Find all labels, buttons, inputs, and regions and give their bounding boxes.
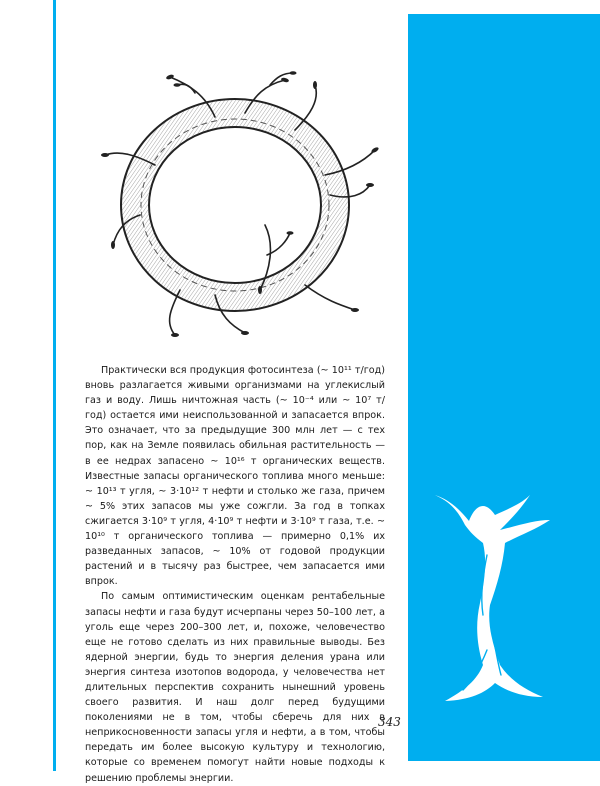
white-tree-silhouette [425, 485, 560, 705]
left-accent-rule [53, 0, 56, 771]
page-number: 343 [378, 715, 401, 729]
paragraph-photosynthesis: Практически вся продукция фотосинтеза (~ 10¹¹ т/год) вновь разлагается живыми организмами на углекислый газ и воду. Лишь ничтожная часть (~ 10⁻⁴ или ~ 10⁷ т/год) остается ими неиспользованной и запасается впрок. Это означает, что за предыдущие 300 млн лет — с тех пор, как на Земле появилась обильная растительность — в ее недрах запасено ~ 10¹⁶ т органических веществ. Известные запасы органического топлива много меньше: ~ 10¹³ т угля, ~ 3·10¹² т нефти и столько же газа, причем ~ 5% этих запасов мы уже сожгли. За год в топках сжигается 3·10⁹ т угля, 4·10⁹ т нефти и 3·10⁹ т газа, т.е. ~ 10¹⁰ т органического топлива — примерно 0,1% их разведанных запасов, ~ 10% от годовой продукции растений и в тысячу раз быстрее, чем запасается ими впрок. [85, 365, 385, 588]
paragraph-energy-reserves: По самым оптимистическим оценкам рентабельные запасы нефти и газа будут исчерпаны через 50–100 лет, а уголь еще через 200–300 лет, и, похоже, человечество еще не готово сделать из них правильные выводы. Без ядерной энергии, будь то энергия деления урана или энергия синтеза изотопов водорода, у человечества нет длительных перспектив сохранить нынешний уровень своего развития. И наш долг перед будущими поколениями не в том, чтобы сберечь для них в неприкосновенности запасы угля и нефти, а в том, чтобы передать им более высокую культуру и технологию, которые со временем помогут найти новые подходы к решению проблемы энергии. [85, 591, 385, 784]
main-text-block [85, 363, 385, 786]
branch-wreath-illustration [95, 55, 385, 345]
